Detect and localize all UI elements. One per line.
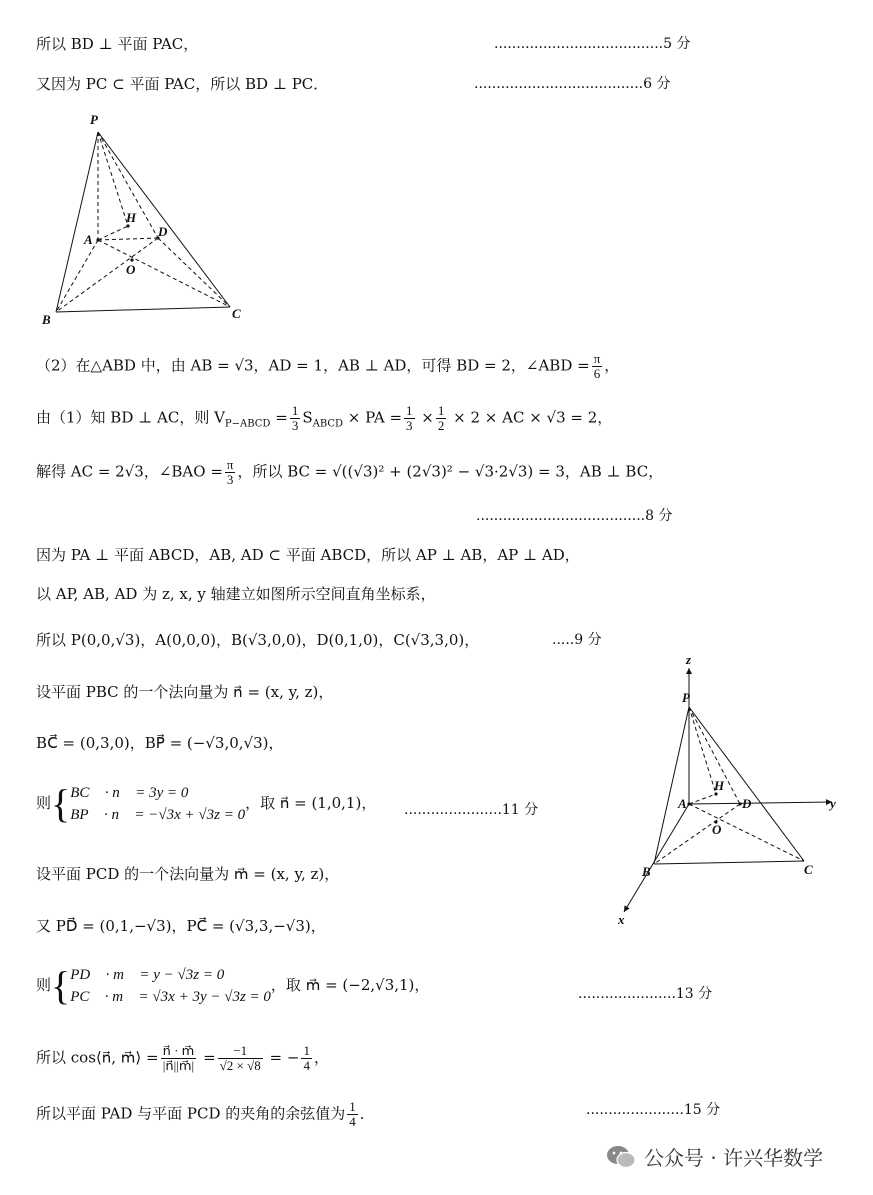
fraction-1-3b bbox=[404, 404, 415, 433]
frac-den: 3 bbox=[226, 472, 234, 487]
l14-post: ，取 m⃗ = (−2,√3,1)， bbox=[270, 976, 430, 994]
score-6: ......................................6 分 bbox=[474, 76, 671, 92]
text-line-16 bbox=[36, 1100, 375, 1129]
l15-end: ， bbox=[313, 1048, 329, 1067]
brace: { bbox=[51, 963, 71, 1008]
fig2-label-P: P bbox=[682, 690, 690, 705]
fraction-answer bbox=[347, 1100, 358, 1129]
frac-den: 2 bbox=[437, 418, 445, 433]
sys1-row1: BC⃗ · n⃗ = 3y = 0 bbox=[70, 785, 189, 801]
text-line-8: 所以 P(0,0,√3)，A(0,0,0)，B(√3,0,0)，D(0,1,0)，C(√3,3,0)， bbox=[36, 631, 480, 649]
l11-post: ，取 n⃗ = (1,0,1)， bbox=[245, 794, 377, 812]
pyramid-figure-1 bbox=[30, 108, 260, 338]
fig2-label-H: H bbox=[714, 778, 725, 793]
text-line-6: 因为 PA ⊥ 平面 ABCD，AB, AD ⊂ 平面 ABCD，所以 AP ⊥ AB，AP ⊥ AD， bbox=[36, 546, 580, 564]
score-13: ......................13 分 bbox=[578, 986, 713, 1002]
watermark bbox=[606, 1142, 823, 1171]
l15-eq: = bbox=[198, 1048, 216, 1067]
score-8: ......................................8 分 bbox=[476, 508, 673, 524]
score-5: ......................................5 分 bbox=[494, 36, 691, 52]
fig1-label-P: P bbox=[90, 112, 98, 127]
l4-eq: = bbox=[270, 408, 288, 427]
fig2-label-C: C bbox=[804, 862, 813, 877]
l14-pre: 则 bbox=[36, 976, 52, 994]
fraction-pi-3 bbox=[225, 458, 236, 487]
frac-num: 1 bbox=[437, 403, 445, 418]
fig1-label-A: A bbox=[84, 232, 93, 247]
fig2-axis-z: z bbox=[686, 652, 692, 667]
frac-den: 3 bbox=[291, 418, 299, 433]
text-line-1: 所以 BD ⊥ 平面 PAC， bbox=[36, 35, 199, 53]
fraction-1-2 bbox=[436, 404, 447, 433]
text-line-14 bbox=[36, 964, 429, 1008]
frac-num: π bbox=[226, 457, 234, 472]
brace: { bbox=[51, 781, 71, 826]
wechat-icon bbox=[606, 1144, 636, 1170]
l4-x: × bbox=[416, 408, 434, 427]
text-line-9: 设平面 PBC 的一个法向量为 n⃗ = (x, y, z)， bbox=[36, 683, 334, 701]
system-2 bbox=[70, 964, 271, 1008]
score-9: .....9 分 bbox=[552, 632, 602, 648]
text-line-12: 设平面 PCD 的一个法向量为 m⃗ = (x, y, z)， bbox=[36, 865, 340, 883]
frac-den: √2 × √8 bbox=[219, 1058, 261, 1073]
l5-b: ，所以 BC = √((√3)² + (2√3)² − √3·2√3) = 3，AB ⊥ BC， bbox=[237, 462, 664, 481]
fig1-label-H: H bbox=[126, 210, 137, 225]
pyramid-figure-2 bbox=[610, 650, 850, 935]
frac-num: −1 bbox=[218, 1044, 263, 1059]
system-1 bbox=[70, 782, 245, 826]
text-line-5 bbox=[36, 458, 663, 487]
l11-pre: 则 bbox=[36, 794, 52, 812]
l3-end: ， bbox=[604, 356, 620, 375]
frac-den: 3 bbox=[406, 418, 413, 433]
text-line-10: BC⃗ = (0,3,0)，BP⃗ = (−√3,0,√3)， bbox=[36, 734, 284, 752]
l4-b: S bbox=[302, 408, 313, 427]
l3-text: （2）在△ABD 中，由 AB = √3，AD = 1，AB ⊥ AD，可得 BD = 2，∠ABD = bbox=[36, 356, 590, 375]
frac-num: 1 bbox=[406, 403, 413, 418]
l4-sub: P−ABCD bbox=[224, 418, 271, 430]
fig1-label-O: O bbox=[126, 262, 136, 277]
l5-a: 解得 AC = 2√3，∠BAO = bbox=[36, 462, 223, 481]
watermark-text: 公众号 · 许兴华数学 bbox=[644, 1146, 824, 1170]
text-line-15 bbox=[36, 1044, 329, 1073]
fraction-pi-6 bbox=[592, 352, 603, 381]
l16-a: 所以平面 PAD 与平面 PCD 的夹角的余弦值为 bbox=[36, 1104, 346, 1123]
fig1-label-C: C bbox=[232, 306, 241, 321]
frac-den: 6 bbox=[593, 366, 601, 381]
fig2-axis-y: y bbox=[830, 796, 836, 811]
sys2-row1: PD⃗ · m⃗ = y − √3z = 0 bbox=[70, 967, 225, 983]
text-line-7: 以 AP, AB, AD 为 z, x, y 轴建立如图所示空间直角坐标系， bbox=[36, 585, 436, 603]
score-11: ......................11 分 bbox=[404, 802, 539, 818]
fig2-axis-x: x bbox=[618, 912, 625, 927]
l4-d: × 2 × AC × √3 = 2， bbox=[448, 408, 613, 427]
l15-a: 所以 cos⟨n⃗, m⃗⟩ = bbox=[36, 1048, 159, 1067]
fig1-label-D: D bbox=[158, 224, 168, 239]
fig2-label-B: B bbox=[642, 864, 651, 879]
l4-sub2: ABCD bbox=[312, 418, 344, 430]
l16-end: ． bbox=[359, 1104, 375, 1123]
frac-den: 4 bbox=[303, 1058, 310, 1073]
fig2-label-O: O bbox=[712, 822, 722, 837]
frac-den: |n⃗||m⃗| bbox=[162, 1058, 195, 1073]
frac-num: 1 bbox=[303, 1043, 310, 1058]
fraction-cos bbox=[161, 1044, 197, 1073]
fraction-1-4 bbox=[301, 1044, 312, 1073]
frac-num: π bbox=[593, 351, 601, 366]
text-line-13: 又 PD⃗ = (0,1,−√3)，PC⃗ = (√3,3,−√3)， bbox=[36, 917, 326, 935]
frac-num: 1 bbox=[349, 1099, 356, 1114]
l4-c: × PA = bbox=[343, 408, 403, 427]
sys2-row2: PC⃗ · m⃗ = √3x + 3y − √3z = 0 bbox=[70, 989, 271, 1005]
fig2-label-A: A bbox=[678, 796, 687, 811]
frac-num: 1 bbox=[291, 403, 299, 418]
fig1-label-B: B bbox=[42, 312, 51, 327]
text-line-2: 又因为 PC ⊂ 平面 PAC，所以 BD ⊥ PC． bbox=[36, 75, 329, 93]
text-line-11 bbox=[36, 782, 376, 826]
fig2-label-D: D bbox=[742, 796, 752, 811]
l4-a: 由（1）知 BD ⊥ AC，则 V bbox=[36, 408, 225, 427]
score-15: ......................15 分 bbox=[586, 1102, 721, 1118]
fraction-1-3 bbox=[290, 404, 301, 433]
fraction-minus1 bbox=[218, 1044, 263, 1073]
sys1-row2: BP⃗ · n⃗ = −√3x + √3z = 0 bbox=[70, 807, 246, 823]
text-line-4 bbox=[36, 404, 612, 435]
l15-eq2: = − bbox=[264, 1048, 300, 1067]
frac-den: 4 bbox=[349, 1114, 356, 1129]
text-line-3 bbox=[36, 352, 619, 381]
frac-num: n⃗ · m⃗ bbox=[162, 1043, 195, 1058]
